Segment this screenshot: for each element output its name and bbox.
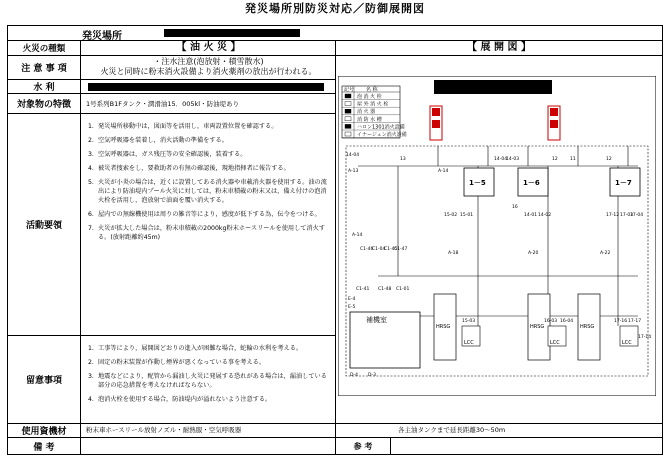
activity-step: 6. 屋内での無線機使用は周りの雑音等により，感度が低下する為，伝令をつける。: [88, 211, 321, 218]
equipment-tag: 16: [512, 205, 518, 210]
legend-symbol-icon: [345, 102, 351, 106]
equipment-tag: 15-03: [462, 319, 476, 324]
legend-symbol-icon: [345, 117, 351, 121]
equipment-tag: C1-41: [356, 287, 370, 292]
page-title: 発災場所別防災対応／防御展開図: [245, 2, 425, 15]
notes-list: [82, 336, 335, 423]
site-redaction: [164, 29, 300, 37]
equipment-tag: 12: [552, 157, 558, 162]
plan-title: 【 展 開 図 】: [467, 42, 531, 53]
target-label: 対象物の特徴: [8, 94, 81, 113]
legend-item-label: イナージェン消火設備: [357, 132, 407, 138]
equipment-tag: C1-04: [372, 247, 386, 252]
fire-type-label: 火災の種類: [8, 41, 81, 55]
equipment-tag: C1-47: [394, 247, 408, 252]
hrsg-label: HRSG: [436, 324, 451, 330]
lcc-label: LCC: [550, 340, 560, 346]
hrsg-units: [434, 294, 600, 360]
tank-1-6-label: 1－6: [523, 179, 540, 187]
activity-row: [8, 114, 336, 336]
note-step: 2. 固定の粉末装置が作動し煙界が悪くなっている事を考える。: [88, 359, 266, 366]
hrsg-label: HRSG: [530, 324, 545, 330]
equipment-tag: A-13: [348, 169, 359, 174]
equipment-tag: 14-01: [524, 213, 538, 218]
water-label: 水 利: [8, 80, 81, 93]
equipment-tag: 17-03: [620, 213, 634, 218]
equipment-tag: A-14: [438, 169, 449, 174]
tank-1-7-label: 1－7: [615, 179, 632, 187]
equipment-tag: C1-46: [360, 247, 374, 252]
note-step: 1. 工事等により，展開図どおりの進入が困難な場合，蛇輪の水利を考える。: [88, 345, 303, 352]
reference-label: 参 考: [336, 438, 391, 455]
equipment-tag: 12: [606, 157, 612, 162]
equipment-tag: 17-04: [630, 213, 644, 218]
activity-step: 5. 火災が小炎の場合は，近くに設置してある消火器や車載消火器を使用する。油の流出により防油堤内プール火災に対しては，粉末車積載の粉末又は，備え付けの泡消火栓を活用し，泡放射で油面を覆い消火する。: [88, 179, 327, 204]
legend-item-label: 屋 外 消 火 栓: [357, 101, 389, 108]
equipment-tag: 11: [570, 157, 576, 162]
legend: [342, 86, 407, 138]
hrsg-label: HRSG: [580, 324, 595, 330]
water-redaction: [88, 83, 324, 91]
equipment-tag: E-4: [348, 297, 356, 302]
equipment-tag: 16-03: [544, 319, 558, 324]
lcc-label: LCC: [464, 340, 474, 346]
legend-symbol-icon: [345, 94, 351, 98]
deployment-diagram: [338, 76, 656, 396]
note-step: 4. 泡消火栓を使用する場合，防油堤内が溢れないよう注意する。: [88, 396, 272, 403]
legend-item-label: 消 火 器: [357, 109, 376, 116]
target-value: 1号系列B1Fタンク・潤滑油15．005kl・防油堤あり: [86, 100, 240, 108]
equipment-tag: E-5: [348, 305, 356, 310]
activity-step: 7. 火災が拡大した場合は，粉末車積載の2000kg粉末ホースリールを使用して消火する。(放射距離約45m): [88, 225, 326, 241]
legend-symbol-icon: [345, 109, 351, 113]
activity-step: 3. 空気呼吸器は，ガス残圧等の安全確認後，装着する。: [88, 151, 247, 158]
equipment-distance: 各主油タンクまで延長距離30～50m: [398, 426, 506, 434]
diagram-redaction: [434, 80, 552, 94]
fire-type-row: [8, 41, 662, 56]
caution-row: [8, 56, 336, 80]
equipment-tag: 16-04: [560, 319, 574, 324]
legend-header-name: 名 称: [366, 87, 378, 93]
notes-label: 留意事項: [8, 336, 81, 423]
equipment-tag: 17-14: [638, 335, 652, 340]
equipment-tag: 14-03: [506, 157, 520, 162]
equipment-tag: 17-16: [614, 319, 628, 324]
site-label: 発災場所: [82, 31, 122, 42]
tank-1-5-label: 1－5: [469, 179, 486, 187]
tanks: [464, 168, 640, 196]
equipment-tag: 17-17: [628, 319, 642, 324]
lcc-boxes: [462, 326, 638, 346]
caution-line-2: 火災と同時に粉末消火設備より消火薬剤の放出が行われる。: [100, 67, 317, 76]
lcc-label: LCC: [622, 340, 632, 346]
equipment-tag: A-20: [528, 251, 539, 256]
equipment-tag: 14-02: [538, 213, 552, 218]
caution-label: 注 意 事 項: [8, 56, 81, 79]
legend-symbol-icon: [345, 132, 351, 136]
remarks-label: 備 考: [8, 438, 81, 455]
remarks-row: [8, 438, 662, 455]
equipment-tag: C1-01: [396, 287, 410, 292]
activity-list: [82, 114, 335, 335]
equipment-tag: C1-48: [378, 287, 392, 292]
fire-type-value: 【 油 火 災 】: [82, 41, 336, 55]
note-step: 3. 地震などにより，配管から漏油し火災に発展する恐れがある場合は，漏油している部分の応急措置を考えなければならない。: [88, 373, 327, 389]
equipment-row: [8, 424, 662, 438]
equipment-tag: A-14: [352, 233, 363, 238]
activity-step: 2. 空気呼吸器を装着し，消火活動の準備をする。: [88, 137, 228, 144]
caution-line-1: ・注水注意(泡放射・積雪散水): [153, 57, 264, 66]
equipment-tag: C1-45: [384, 247, 398, 252]
equipment-tag: 14-04: [346, 153, 360, 158]
caution-value: [82, 56, 335, 79]
equipment-value: 粉末車ホースリール放射ノズル・耐熱服・空気呼吸器: [82, 424, 336, 437]
legend-item-label: ハロン1301消火設備: [357, 124, 405, 131]
equipment-tag: 13: [400, 157, 406, 162]
equipment-tag: D-4: [350, 373, 358, 378]
notes-row: [8, 336, 336, 424]
equipment-tag: A-18: [448, 251, 459, 256]
equipment-tag: 15-02: [444, 213, 458, 218]
water-row: [8, 80, 336, 94]
equipment-tag: 15-01: [460, 213, 474, 218]
equipment-tag: 14-04: [494, 157, 508, 162]
legend-symbol-icon: [345, 124, 351, 128]
equipment-tag: D-3: [368, 373, 376, 378]
access-markers: [430, 106, 560, 140]
activity-label: 活動要領: [8, 114, 81, 335]
aux-room-label: 補機室: [366, 316, 387, 324]
equipment-tag: 17-12: [606, 213, 620, 218]
activity-step: 4. 被災者捜索をし，要救助者の有無の確認後，現地指揮者に報告する。: [88, 165, 290, 172]
legend-item-label: 消 防 水 槽: [357, 116, 382, 123]
legend-header-symbol: 記号: [344, 87, 355, 93]
target-row: [8, 94, 336, 114]
equipment-tag: A-22: [600, 251, 611, 256]
equipment-label: 使用資機材: [8, 424, 81, 437]
activity-step: 1. 発災場所移動中は，図面等を活用し，車両設置位置を確認する。: [88, 123, 278, 130]
site-row: [8, 26, 662, 41]
legend-item-label: 泡 消 火 栓: [357, 94, 382, 100]
